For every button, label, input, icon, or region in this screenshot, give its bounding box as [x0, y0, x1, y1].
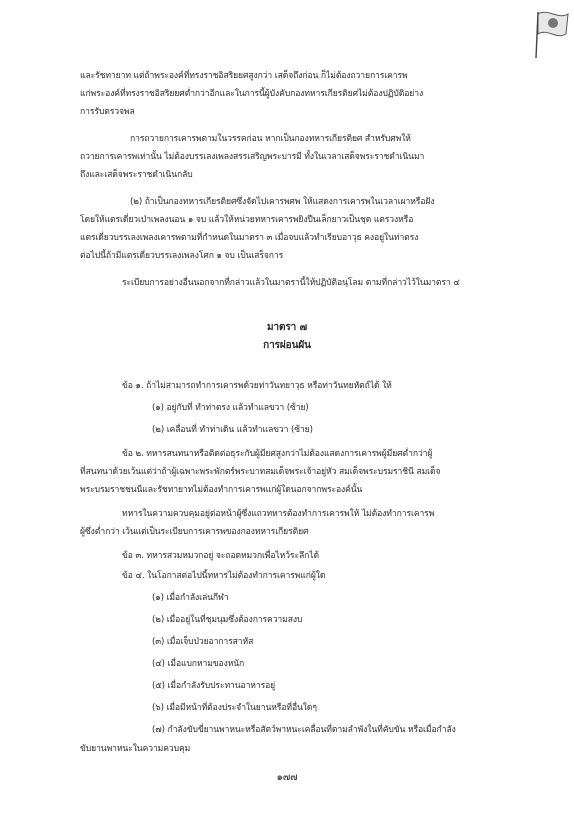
list-item: (๕) เมื่อกำลังรับประทานอาหารอยู่	[152, 681, 276, 691]
list-item: (๓) เมื่อเจ็บป่วยอาการสาหัส	[152, 637, 254, 647]
text-line: ข้อ ๑. ถ้าไม่สามารถทำการเคารพด้วยท่าวันทยาวุธ หรือท่าวันทยหัตถ์ได้ ให้	[122, 381, 392, 391]
list-item: (๑) เมื่อกำลังเล่นกีฬา	[152, 593, 229, 603]
text-line: แก่พระองค์ที่ทรงราชอิสริยยศต่ำกว่าอีกและในการนี้ผู้บังคับกองทหารเกียรติยศไม่ต้องปฏิบัติอย่าง	[80, 89, 424, 99]
text-line: ถวายการเคารพเท่านั้น ไม่ต้องบรรเลงเพลงสรรเสริญพระบารมี ทั้งในเวลาเสด็จพระราชดำเนินมา	[80, 152, 425, 162]
text-line: (๒) ถ้าเป็นกองทหารเกียรติยศซึ่งจัดไปเคารพศพ ให้แสดงการเคารพในเวลาเผาหรือฝัง	[130, 197, 435, 207]
text-line: (๒) เคลื่อนที่ ทำท่าเดิน แล้วทำแลขวา (ซ้าย)	[152, 425, 313, 435]
text-line: พระบรมราชชนนีและรัชทายาทไม่ต้องทำการเคารพแก่ผู้ใดนอกจากพระองค์นั้น	[80, 485, 363, 495]
page-number: ๑๗๗	[276, 772, 298, 783]
text-line: (๑) อยู่กับที่ ทำท่าตรง แล้วทำแลขวา (ซ้าย)	[152, 403, 309, 413]
text-line: ผู้ซึ่งต่ำกว่า เว้นแต่เป็นระเบียบการเคารพของกองทหารเกียรติยศ	[80, 527, 309, 537]
emblem-flag-icon	[534, 4, 570, 60]
text-line: ต่อไปนี้ถ้ามีแตรเดี่ยวบรรเลงเพลงโศก ๑ จบ เป็นเสร็จการ	[80, 251, 284, 261]
list-item: (๒) เมื่ออยู่ในที่ชุมนุมซึ่งต้องการความสงบ	[152, 615, 303, 625]
text-line: ระเบียบการอย่างอื่นนอกจากที่กล่าวแล้วในมาตรานี้ให้ปฏิบัติอนุโลม ตามที่กล่าวไว้ในมาตรา ๔	[122, 278, 460, 288]
text-line: ข้อ ๒. ทหารสนทนาหรือติดต่อธุระกับผู้มียศสูงกว่าไม่ต้องแสดงการเคารพผู้มียศต่ำกว่าผู้	[122, 449, 433, 459]
text-line: ถึงและเสด็จพระราชดำเนินกลับ	[80, 170, 193, 180]
text-line: การถวายการเคารพตามในวรรคก่อน หากเป็นกองทหารเกียรติยศ สำหรับศพให้	[130, 134, 411, 144]
text-line: แตรเดี่ยวบรรเลงเพลงเคารพตามที่กำหนดในมาตรา ๓ เมื่อจบแล้วทำเรียบอาวุธ คงอยู่ในท่าตรง	[80, 233, 419, 243]
section-subtitle: การผ่อนผัน	[263, 340, 311, 351]
text-line: ขับยานพาหนะในความควบคุม	[80, 744, 191, 754]
text-line: ที่สนทนาด้วยเว้นแต่ว่าถ้าผู้เฉพาะพระพักตร์พระบาทสมเด็จพระเจ้าอยู่หัว สมเด็จพระบรมราชินี สมเด็จ	[80, 467, 441, 477]
section-title: มาตรา ๗	[267, 322, 307, 333]
list-item: (๗) กำลังขับขี่ยานพาหนะหรือสัตว์พาหนะเคลื่อนที่ตามลำพังในที่คับขัน หรือเมื่อกำลัง	[152, 725, 456, 735]
list-item: (๔) เมื่อแบกหามของหนัก	[152, 659, 245, 669]
text-line: โดยให้แตรเดี่ยวเป่าเพลงนอน ๑ จบ แล้วให้หน่วยทหารเคารพยิงปืนเล็กยาวเป็นชุด แตรวงหรือ	[80, 215, 414, 225]
text-line: ข้อ ๓. ทหารสวมหมวกอยู่ จะถอดหมวกเพื่อไหว้ระลึกได้	[122, 551, 319, 561]
text-line: ข้อ ๔. ในโอกาสต่อไปนี้ทหารไม่ต้องทำการเคารพแก่ผู้ใด	[122, 571, 326, 581]
text-line: ทหารในความควบคุมอยู่ต่อหน้าผู้ซึ่งแถวทหารต้องทำการเคารพให้ ไม่ต้องทำการเคารพ	[122, 509, 435, 519]
list-item: (๖) เมื่อมีหน้าที่ต้องประจำในยานหรือที่อื่นใดๆ	[152, 703, 317, 713]
text-line: และรัชทายาท แต่ถ้าพระองค์ที่ทรงราชอิสริยยศสูงกว่า เสด็จถึงก่อน ก็ไม่ต้องถวายการเคารพ	[80, 71, 408, 81]
text-line: การรับตรวจพล	[80, 107, 135, 117]
